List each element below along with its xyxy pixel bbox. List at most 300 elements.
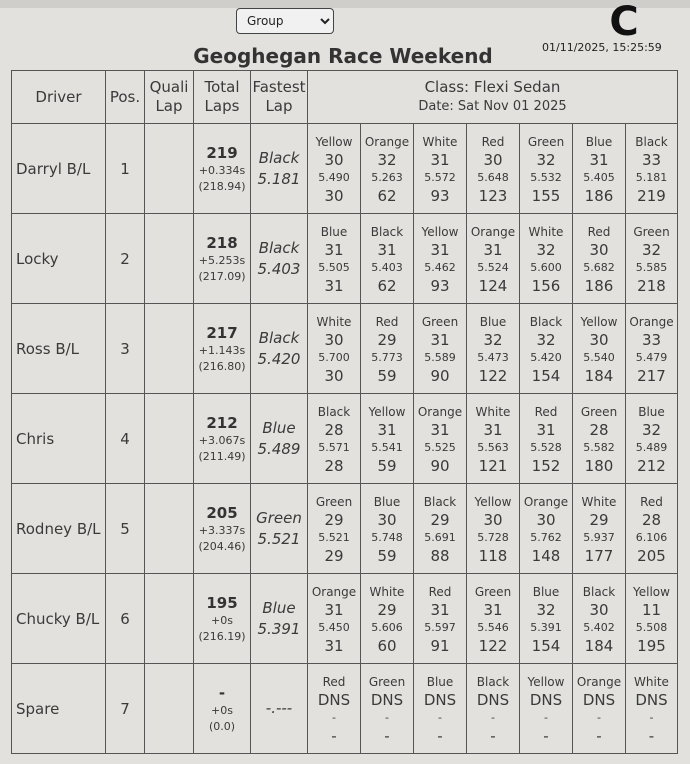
driver-header: Driver — [12, 71, 106, 124]
stint-time: 5.682 — [583, 260, 615, 274]
stint-time: 5.479 — [635, 350, 668, 364]
quali-header-line2: Lap — [155, 97, 183, 115]
report-datetime: 01/11/2025, 15:25:59 — [542, 41, 662, 54]
stint-laps: 31 — [377, 420, 397, 439]
stint-laps: 29 — [377, 330, 397, 349]
fastest-cell — [251, 214, 308, 304]
fastest-time: 5.391 — [257, 619, 301, 638]
stint-cumulative: 31 — [324, 636, 344, 655]
total-laps: 218 — [206, 233, 238, 252]
stint-cell — [361, 664, 414, 754]
stint-time: 5.762 — [530, 530, 562, 544]
stint-cumulative: 219 — [637, 186, 666, 205]
stint-cell — [308, 574, 361, 664]
stint-cell — [520, 394, 573, 484]
stint-cumulative: 195 — [637, 636, 666, 655]
stint-cumulative: 177 — [584, 546, 614, 565]
stint-cell — [414, 304, 467, 394]
driver-cell: Chucky B/L — [12, 574, 106, 664]
stint-cell — [308, 664, 361, 754]
stint-lane: Blue — [532, 584, 560, 599]
stint-time: 5.524 — [477, 260, 509, 274]
fastest-cell — [251, 304, 308, 394]
projected-laps: (218.94) — [198, 179, 246, 193]
driver-cell: Spare — [12, 664, 106, 754]
total-laps: 217 — [206, 323, 238, 342]
stint-time: - — [332, 710, 336, 724]
stint-cumulative: 148 — [531, 546, 561, 565]
stint-laps: 31 — [430, 150, 450, 169]
stint-cumulative: 212 — [637, 456, 666, 475]
stint-cell — [308, 484, 361, 574]
stint-laps: 31 — [483, 420, 503, 439]
stint-time: 5.589 — [424, 350, 456, 364]
stint-lane: Orange — [470, 224, 516, 239]
projected-laps: (0.0) — [208, 719, 236, 733]
stint-cumulative: 62 — [377, 186, 397, 205]
quali-header-line1: Quali — [149, 78, 189, 96]
pos-header: Pos. — [106, 71, 145, 124]
stint-cumulative: 152 — [531, 456, 561, 475]
pos-cell: 1 — [106, 124, 145, 214]
stint-cumulative: 30 — [324, 186, 344, 205]
stint-lane: Blue — [426, 674, 454, 689]
stint-lane: Blue — [638, 404, 665, 419]
stint-laps: 31 — [377, 240, 397, 259]
stint-laps: 32 — [536, 600, 556, 619]
stint-lane: Red — [587, 224, 611, 239]
stint-time: 5.528 — [530, 440, 562, 454]
stint-cumulative: 30 — [324, 366, 344, 385]
stint-time: 5.728 — [477, 530, 509, 544]
fastest-lane: Black — [258, 238, 300, 257]
stint-lane: Green — [368, 674, 406, 689]
stint-laps: DNS — [317, 690, 351, 709]
fastest-time: 5.420 — [257, 349, 301, 368]
stint-laps: 30 — [589, 240, 609, 259]
stint-cumulative: 124 — [478, 276, 508, 295]
stint-time: 5.541 — [371, 440, 403, 454]
stint-cumulative: 186 — [584, 186, 614, 205]
total-laps: 219 — [206, 143, 238, 162]
stint-cell — [361, 124, 414, 214]
table-row — [12, 214, 678, 304]
stint-cumulative: 156 — [531, 276, 561, 295]
stint-time: 5.691 — [424, 530, 456, 544]
stint-time: - — [597, 710, 601, 724]
projected-laps: (211.49) — [198, 449, 246, 463]
stint-cumulative: 59 — [377, 366, 397, 385]
quali-header — [145, 71, 194, 124]
fastest-time: 5.403 — [257, 259, 301, 278]
fastest-cell — [251, 124, 308, 214]
stint-lane: White — [634, 674, 669, 689]
stint-lane: Green — [580, 404, 618, 419]
stint-time: 5.572 — [424, 170, 456, 184]
quali-cell — [145, 304, 194, 394]
results-body — [12, 124, 678, 754]
projected-laps: (216.80) — [198, 359, 246, 373]
stint-time: 5.648 — [477, 170, 509, 184]
fastest-time: 5.489 — [257, 439, 301, 458]
stint-cell — [520, 664, 573, 754]
stint-lane: Yellow — [633, 584, 670, 599]
total-cell — [194, 574, 251, 664]
race-date: Date: Sat Nov 01 2025 — [418, 99, 567, 114]
stint-time: 5.582 — [583, 440, 615, 454]
table-row — [12, 664, 678, 754]
total-header-line2: Laps — [204, 97, 240, 115]
header-row — [12, 71, 678, 124]
stint-time: 5.489 — [635, 440, 668, 454]
driver-cell: Locky — [12, 214, 106, 304]
stint-cell — [361, 214, 414, 304]
stint-lane: Orange — [523, 494, 569, 509]
driver-cell: Darryl B/L — [12, 124, 106, 214]
stint-cumulative: 29 — [324, 546, 344, 565]
total-laps: - — [218, 683, 226, 702]
stint-time: 5.473 — [477, 350, 509, 364]
stint-lane: Orange — [629, 314, 674, 329]
stint-time: 5.546 — [477, 620, 509, 634]
stint-time: 5.571 — [318, 440, 350, 454]
stint-cell — [414, 664, 467, 754]
stint-cumulative: 218 — [637, 276, 666, 295]
stint-cell — [414, 574, 467, 664]
stint-laps: 30 — [324, 330, 344, 349]
fastest-cell — [251, 664, 308, 754]
stint-cumulative: 93 — [430, 276, 450, 295]
quali-cell — [145, 484, 194, 574]
stint-cumulative: - — [543, 726, 549, 745]
stint-lane: Black — [317, 404, 351, 419]
stint-cumulative: - — [331, 726, 337, 745]
total-header — [194, 71, 251, 124]
stint-laps: 32 — [641, 420, 662, 439]
stint-cumulative: 122 — [478, 636, 508, 655]
group-select[interactable] — [236, 8, 334, 34]
stint-lane: Red — [375, 314, 399, 329]
stint-time: 5.700 — [318, 350, 350, 364]
stint-cumulative: 180 — [584, 456, 614, 475]
stint-lane: Blue — [320, 224, 348, 239]
class-name: Class: Flexi Sedan — [424, 78, 561, 96]
stint-lane: White — [581, 494, 617, 509]
fastest-lane: Black — [258, 148, 300, 167]
stint-lane: Black — [635, 134, 668, 149]
stint-cell — [520, 214, 573, 304]
stint-cumulative: 122 — [478, 366, 508, 385]
stint-cumulative: 205 — [637, 546, 666, 565]
stint-lane: Orange — [364, 134, 410, 149]
stint-time: 5.402 — [583, 620, 615, 634]
table-row — [12, 574, 678, 664]
fastest-header-line1: Fastest — [252, 78, 306, 96]
stint-cell — [414, 124, 467, 214]
stint-laps: 29 — [430, 510, 450, 529]
stint-cell — [361, 394, 414, 484]
stint-laps: 32 — [483, 330, 503, 349]
stint-laps: 32 — [536, 330, 556, 349]
stint-cumulative: 90 — [430, 366, 450, 385]
stint-cell — [573, 214, 626, 304]
stint-time: 5.773 — [371, 350, 403, 364]
class-letter: C — [609, 0, 639, 45]
stint-time: 5.540 — [583, 350, 615, 364]
stint-lane: Green — [527, 134, 565, 149]
stint-laps: 11 — [641, 600, 662, 619]
gap-time: +3.067s — [198, 433, 246, 447]
stint-cumulative: 155 — [531, 186, 561, 205]
stint-laps: 31 — [430, 330, 450, 349]
stint-lane: Yellow — [315, 134, 353, 149]
total-cell — [194, 124, 251, 214]
stint-cell — [520, 484, 573, 574]
total-cell — [194, 664, 251, 754]
stint-laps: 31 — [430, 600, 450, 619]
stint-cumulative: 59 — [377, 546, 397, 565]
stint-cumulative: 28 — [324, 456, 344, 475]
stint-lane: Green — [315, 494, 353, 509]
stint-cumulative: 123 — [478, 186, 508, 205]
pos-cell: 3 — [106, 304, 145, 394]
stint-cumulative: 60 — [377, 636, 397, 655]
stint-laps: 31 — [430, 240, 450, 259]
stint-cell — [467, 484, 520, 574]
stint-cell — [626, 214, 678, 304]
fastest-time: -.--- — [265, 699, 293, 717]
stint-laps: 30 — [377, 510, 397, 529]
stint-cumulative: 184 — [584, 366, 614, 385]
stint-lane: White — [369, 584, 405, 599]
projected-laps: (204.46) — [198, 539, 246, 553]
quali-cell — [145, 214, 194, 304]
stint-cell — [626, 574, 678, 664]
stint-lane: Red — [534, 404, 558, 419]
stint-lane: Red — [428, 584, 452, 599]
stint-laps: 29 — [324, 510, 344, 529]
page-title: Geoghegan Race Weekend — [193, 44, 493, 68]
stint-lane: Blue — [479, 314, 507, 329]
stint-time: 5.391 — [530, 620, 562, 634]
stint-cell — [626, 124, 678, 214]
stint-lane: White — [316, 314, 352, 329]
table-row — [12, 304, 678, 394]
stint-lane: Orange — [417, 404, 463, 419]
stint-time: 5.405 — [583, 170, 615, 184]
fastest-cell — [251, 574, 308, 664]
stint-time: 5.748 — [371, 530, 403, 544]
stint-cumulative: - — [490, 726, 496, 745]
stint-cell — [467, 394, 520, 484]
stint-laps: 32 — [536, 150, 556, 169]
driver-cell: Chris — [12, 394, 106, 484]
projected-laps: (216.19) — [198, 629, 246, 643]
stint-laps: DNS — [582, 690, 616, 709]
quali-cell — [145, 664, 194, 754]
stint-cell — [467, 664, 520, 754]
stint-cumulative: 93 — [430, 186, 450, 205]
fastest-time: 5.521 — [257, 529, 301, 548]
stint-laps: 31 — [483, 240, 503, 259]
stint-cell — [573, 484, 626, 574]
stint-laps: 30 — [324, 150, 344, 169]
stint-time: 5.525 — [424, 440, 456, 454]
top-strip — [0, 0, 690, 8]
stint-cell — [573, 304, 626, 394]
stint-laps: 30 — [589, 600, 609, 619]
fastest-cell — [251, 484, 308, 574]
quali-cell — [145, 124, 194, 214]
quali-cell — [145, 574, 194, 664]
stint-time: 5.420 — [530, 350, 562, 364]
stint-cell — [361, 574, 414, 664]
stint-laps: 28 — [589, 420, 609, 439]
stint-time: 5.532 — [530, 170, 562, 184]
stint-time: 5.450 — [318, 620, 350, 634]
stint-cell — [520, 124, 573, 214]
stint-lane: Black — [370, 224, 404, 239]
stint-time: 5.403 — [371, 260, 403, 274]
stint-cumulative: 154 — [531, 636, 561, 655]
total-cell — [194, 484, 251, 574]
stint-cell — [361, 304, 414, 394]
stint-lane: Orange — [311, 584, 357, 599]
fastest-time: 5.181 — [257, 169, 301, 188]
stint-cell — [573, 124, 626, 214]
stint-cell — [520, 304, 573, 394]
stint-cell — [626, 304, 678, 394]
gap-time: +0.334s — [198, 163, 246, 177]
class-header — [308, 71, 678, 124]
stint-cell — [308, 304, 361, 394]
stint-laps: DNS — [423, 690, 457, 709]
table-row — [12, 394, 678, 484]
gap-time: +0s — [211, 703, 233, 717]
stint-lane: Green — [474, 584, 512, 599]
pos-cell: 7 — [106, 664, 145, 754]
stint-time: 5.600 — [530, 260, 562, 274]
stint-laps: DNS — [635, 690, 668, 709]
total-cell — [194, 304, 251, 394]
pos-cell: 5 — [106, 484, 145, 574]
projected-laps: (217.09) — [198, 269, 246, 283]
stint-lane: Black — [476, 674, 510, 689]
total-cell — [194, 214, 251, 304]
stint-laps: 32 — [641, 240, 662, 259]
stint-laps: 28 — [324, 420, 344, 439]
stint-lane: Yellow — [527, 674, 565, 689]
total-laps: 212 — [206, 413, 238, 432]
stint-laps: 31 — [324, 600, 344, 619]
stint-time: 5.606 — [371, 620, 403, 634]
fastest-lane: Black — [258, 328, 300, 347]
stint-lane: Black — [582, 584, 616, 599]
stint-lane: Green — [421, 314, 459, 329]
pos-cell: 6 — [106, 574, 145, 664]
stint-lane: Orange — [576, 674, 622, 689]
stint-lane: Black — [423, 494, 457, 509]
stint-cumulative: 217 — [637, 366, 666, 385]
fastest-lane: Blue — [262, 418, 296, 437]
stint-time: - — [385, 710, 389, 724]
quali-cell — [145, 394, 194, 484]
stint-time: - — [544, 710, 548, 724]
total-header-line1: Total — [204, 78, 240, 96]
stint-laps: DNS — [370, 690, 404, 709]
stint-lane: Yellow — [368, 404, 406, 419]
stint-laps: 33 — [641, 330, 662, 349]
driver-cell: Ross B/L — [12, 304, 106, 394]
stint-laps: 29 — [589, 510, 609, 529]
stint-cell — [467, 304, 520, 394]
stint-cell — [626, 664, 678, 754]
stint-cell — [308, 124, 361, 214]
stint-cumulative: 121 — [478, 456, 508, 475]
table-row — [12, 124, 678, 214]
stint-time: - — [438, 710, 442, 724]
stint-laps: 33 — [641, 150, 662, 169]
stint-time: 6.106 — [635, 530, 668, 544]
stint-time: 5.563 — [477, 440, 509, 454]
stint-time: 5.597 — [424, 620, 456, 634]
gap-time: +1.143s — [198, 343, 246, 357]
stint-lane: White — [475, 404, 511, 419]
stint-cell — [626, 484, 678, 574]
stint-lane: Green — [633, 224, 670, 239]
gap-time: +5.253s — [198, 253, 246, 267]
pos-cell: 2 — [106, 214, 145, 304]
stint-laps: DNS — [476, 690, 510, 709]
stint-cell — [414, 484, 467, 574]
gap-time: +0s — [211, 613, 233, 627]
stint-lane: Black — [529, 314, 563, 329]
table-row — [12, 484, 678, 574]
gap-time: +3.337s — [198, 523, 246, 537]
stint-laps: 28 — [641, 510, 662, 529]
stint-lane: Red — [640, 494, 663, 509]
fastest-lane: Blue — [262, 598, 296, 617]
stint-lane: Yellow — [474, 494, 512, 509]
stint-lane: White — [422, 134, 458, 149]
stint-cell — [308, 214, 361, 304]
stint-laps: 30 — [589, 330, 609, 349]
stint-cell — [308, 394, 361, 484]
stint-time: 5.937 — [583, 530, 615, 544]
fastest-header — [251, 71, 308, 124]
stint-laps: DNS — [529, 690, 563, 709]
stint-lane: Yellow — [421, 224, 459, 239]
total-laps: 195 — [206, 593, 238, 612]
stint-cumulative: - — [596, 726, 602, 745]
stint-cumulative: 118 — [478, 546, 508, 565]
stint-cell — [520, 574, 573, 664]
stint-cell — [467, 574, 520, 664]
stint-time: - — [491, 710, 495, 724]
stint-laps: 29 — [377, 600, 397, 619]
stint-cell — [573, 574, 626, 664]
stint-cell — [626, 394, 678, 484]
fastest-header-line2: Lap — [265, 97, 293, 115]
stint-laps: 31 — [589, 150, 609, 169]
stint-cell — [467, 124, 520, 214]
stint-cumulative: 31 — [324, 276, 344, 295]
stint-cell — [573, 664, 626, 754]
stint-cumulative: - — [437, 726, 443, 745]
stint-laps: 30 — [483, 510, 503, 529]
stint-time: 5.181 — [635, 170, 668, 184]
stint-time: 5.505 — [318, 260, 350, 274]
